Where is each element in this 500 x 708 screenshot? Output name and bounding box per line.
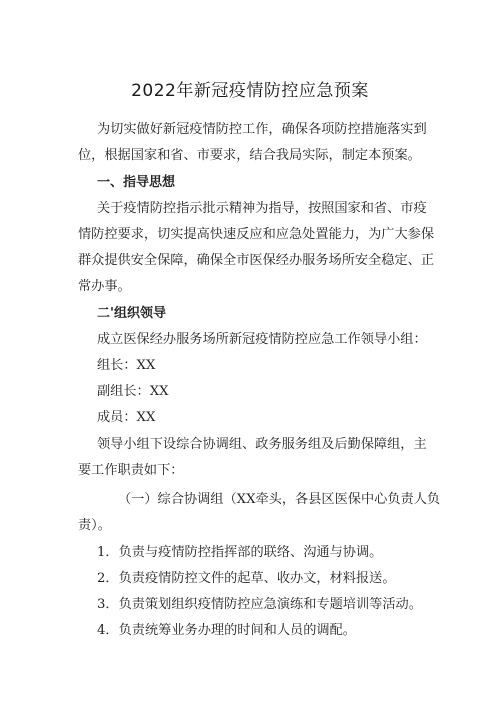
list-item: 1．负责与疫情防控指挥部的联络、沟通与协调。 bbox=[97, 545, 383, 560]
list-item: 4．负责统筹业务办理的时间和人员的调配。 bbox=[97, 623, 356, 638]
members-line: 成员：XX bbox=[97, 410, 156, 425]
section1-heading: 一、指导思想 bbox=[97, 175, 176, 190]
document-title: 2022年新冠疫情防控应急预案 bbox=[131, 81, 369, 101]
list-item: 2．负责疫情防控文件的起草、收办文，材料报送。 bbox=[97, 571, 396, 586]
section2-heading: 二'组织领导 bbox=[97, 306, 166, 321]
subsection-line-1: （一）综合协调组（XX牵头，各县区医保中心负责人负 bbox=[118, 492, 441, 507]
list-item: 3．负责策划组织疫情防控应急演练和专题培训等活动。 bbox=[97, 597, 422, 612]
section1-line-2: 情防控要求，切实提高快速反应和应急处置能力，为广大参保 bbox=[78, 227, 435, 242]
section1-line-1: 关于疫情防控指示批示精神为指导，按照国家和省、市疫 bbox=[97, 201, 427, 216]
section1-line-3: 群众提供安全保障，确保全市医保经办服务场所安全稳定、正 bbox=[78, 253, 435, 268]
intro-line-1: 为切实做好新冠疫情防控工作，确保各项防控措施落实到 bbox=[97, 122, 427, 137]
intro-line-2: 位，根据国家和省、市要求，结合我局实际，制定本预案。 bbox=[78, 148, 421, 163]
subsection-line-2: 责）。 bbox=[78, 518, 111, 533]
section2-para-line-1: 领导小组下设综合协调组、政务服务组及后勤保障组，主 bbox=[97, 437, 427, 452]
section1-line-4: 常办事。 bbox=[78, 279, 131, 294]
section2-line-1: 成立医保经办服务场所新冠疫情防控应急工作领导小组： bbox=[97, 332, 427, 347]
section2-para-line-2: 要工作职责如下： bbox=[78, 463, 184, 478]
deputy-line: 副组长：XX bbox=[97, 384, 169, 399]
leader-line: 组长：XX bbox=[97, 358, 156, 373]
